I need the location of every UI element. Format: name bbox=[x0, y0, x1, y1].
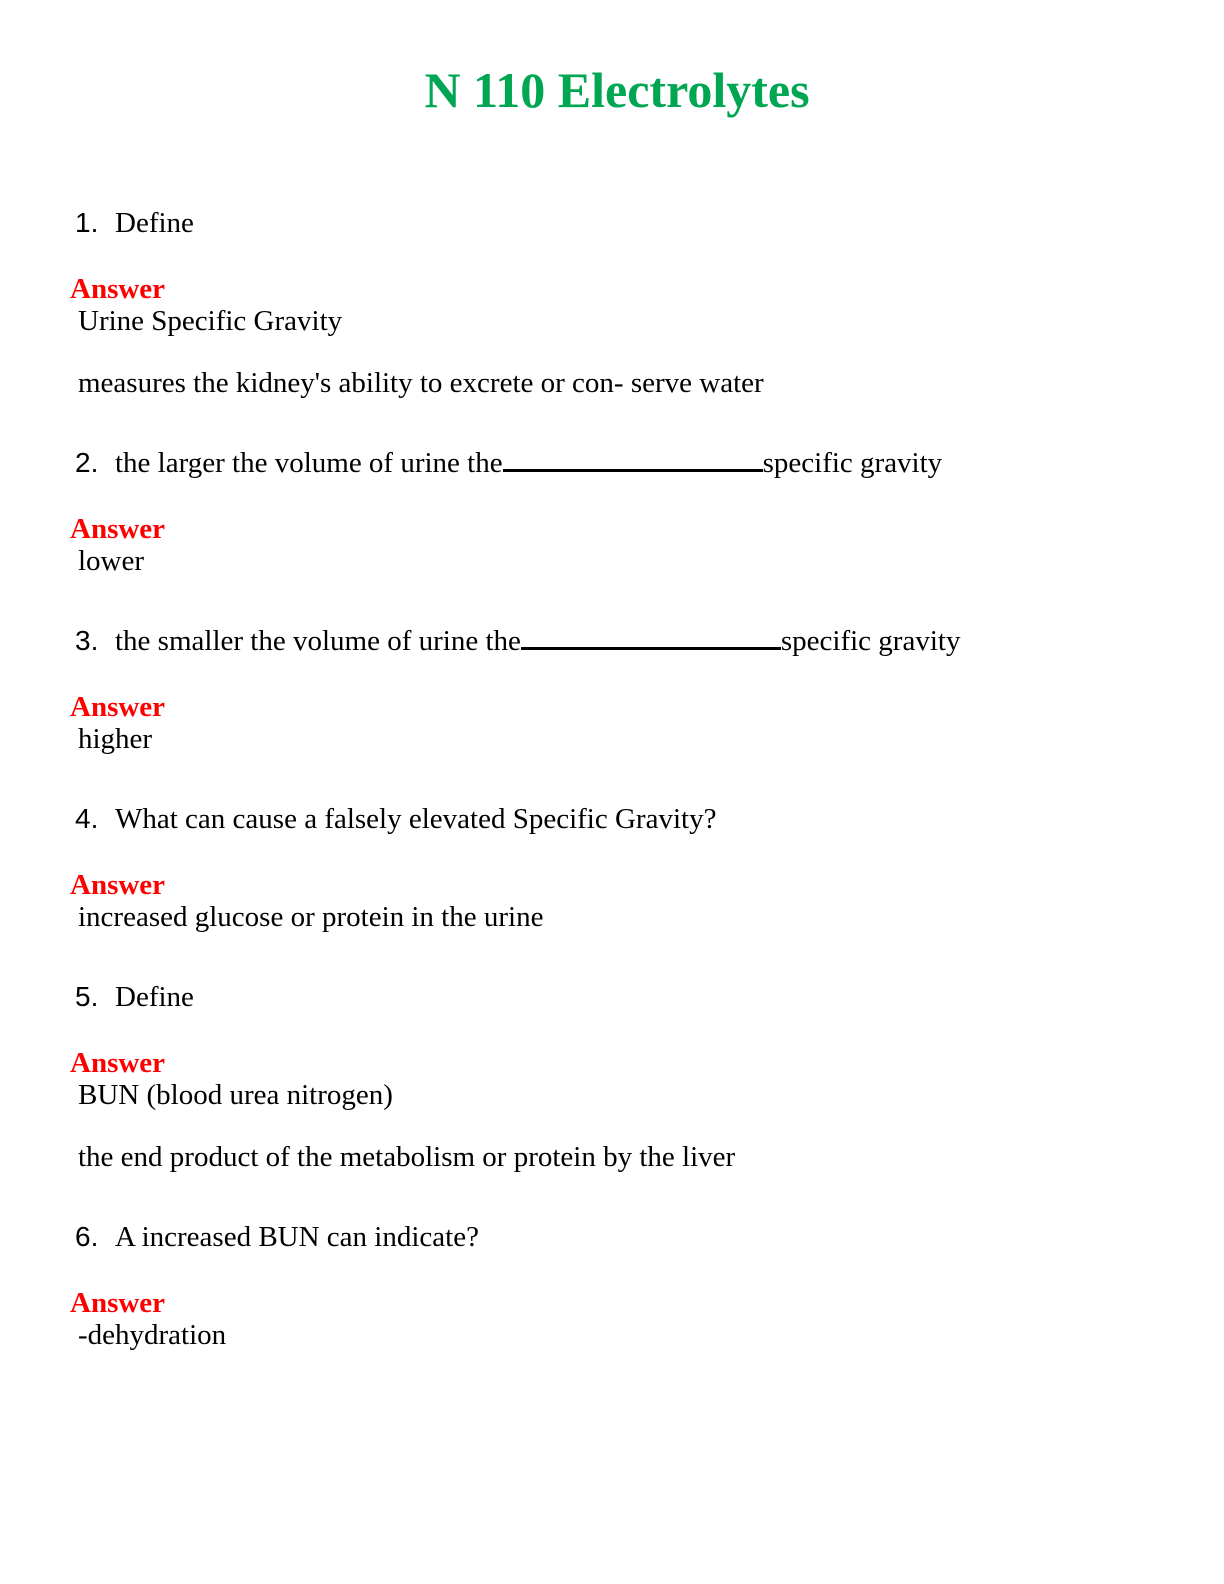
question-block-5 bbox=[70, 980, 1164, 1173]
answer-text: Urine Specific Gravity bbox=[78, 304, 343, 337]
question-line bbox=[70, 980, 1164, 1014]
question-block-3 bbox=[70, 624, 1164, 755]
answer-text: measures the kidney's ability to excrete or con- serve water bbox=[78, 366, 764, 399]
question-text: A increased BUN can indicate? bbox=[115, 1220, 479, 1253]
question-number: 5. bbox=[75, 980, 99, 1012]
question-text-after-blank: specific gravity bbox=[762, 446, 943, 479]
question-number: 4. bbox=[75, 802, 99, 834]
answer-label: Answer bbox=[70, 1046, 166, 1079]
answer-text: higher bbox=[78, 722, 153, 755]
question-text-before-blank: the smaller the volume of urine the bbox=[115, 624, 521, 657]
answer-text: the end product of the metabolism or protein by the liver bbox=[78, 1140, 736, 1173]
answer-label: Answer bbox=[70, 690, 166, 723]
fill-in-blank-line bbox=[521, 647, 781, 650]
question-number: 2. bbox=[75, 446, 99, 478]
question-block-6 bbox=[70, 1220, 1164, 1351]
answer-label: Answer bbox=[70, 1286, 166, 1319]
question-text: Define bbox=[115, 206, 194, 239]
page-title: N 110 Electrolytes bbox=[424, 62, 810, 118]
answer-text: increased glucose or protein in the urine bbox=[78, 900, 544, 933]
answer-label: Answer bbox=[70, 272, 166, 305]
question-block-1 bbox=[70, 206, 1164, 399]
question-number: 3. bbox=[75, 624, 99, 656]
question-line bbox=[70, 802, 1164, 836]
question-number: 1. bbox=[75, 206, 99, 238]
question-line bbox=[70, 206, 1164, 240]
fill-in-blank-line bbox=[503, 469, 763, 472]
question-text-before-blank: the larger the volume of urine the bbox=[115, 446, 503, 479]
answer-label: Answer bbox=[70, 512, 166, 545]
answer-label: Answer bbox=[70, 868, 166, 901]
answer-text: lower bbox=[78, 544, 145, 577]
answer-text: -dehydration bbox=[78, 1318, 227, 1351]
question-block-4 bbox=[70, 802, 1164, 933]
question-line bbox=[70, 446, 1164, 480]
question-text: What can cause a falsely elevated Specific Gravity? bbox=[115, 802, 717, 835]
question-line bbox=[70, 624, 1164, 658]
question-text: Define bbox=[115, 980, 194, 1013]
question-block-2 bbox=[70, 446, 1164, 577]
question-line bbox=[70, 1220, 1164, 1254]
question-text-after-blank: specific gravity bbox=[780, 624, 961, 657]
question-number: 6. bbox=[75, 1220, 99, 1252]
answer-text: BUN (blood urea nitrogen) bbox=[78, 1078, 393, 1111]
